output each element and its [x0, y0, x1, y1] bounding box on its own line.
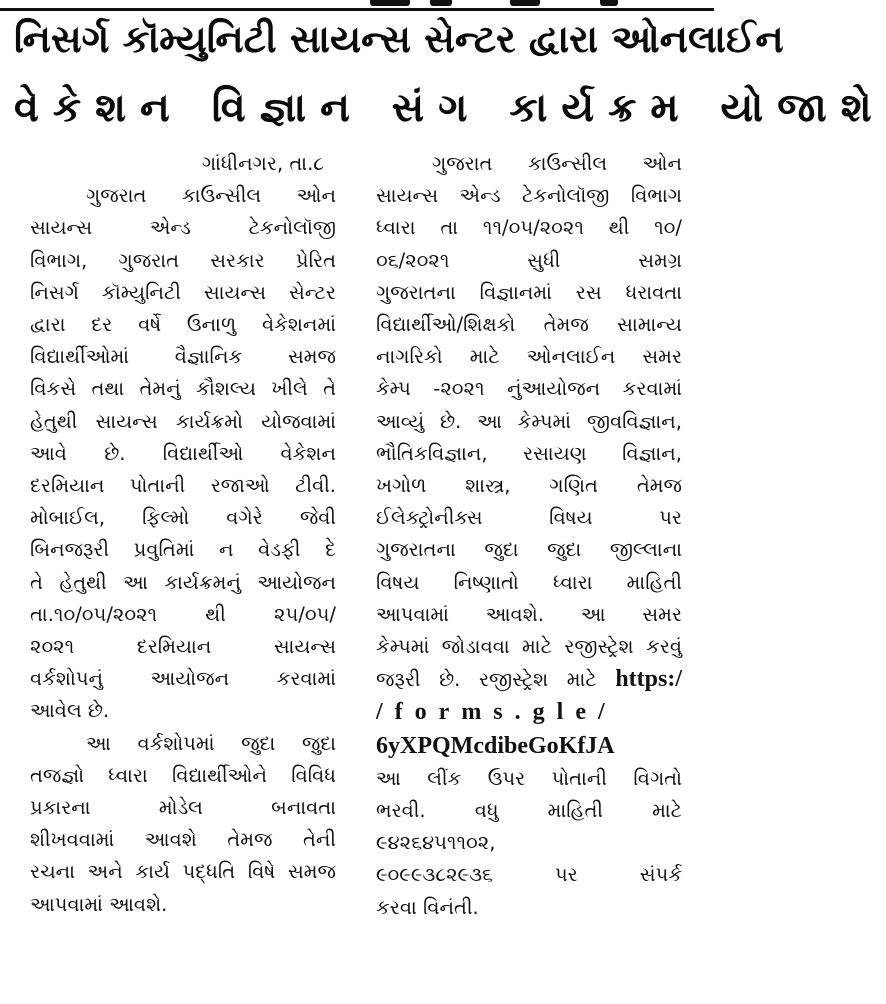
text-line: દરમિયાન પોતાની રજાઓ ટીવી.: [30, 474, 336, 498]
text-line: આવેલ છે.: [30, 699, 110, 723]
text-line: આ લીંક ઉપર પોતાની વિગતો: [376, 766, 682, 790]
text-line: ભૌતિકવિજ્ઞાન, રસાયણ વિજ્ઞાન,: [376, 441, 682, 465]
text-line: વિષય નિષ્ણાતો ધ્વારા માહિતી: [376, 570, 682, 594]
column-gutter: [356, 152, 357, 992]
text-line: સાયન્સ એન્ડ ટેકનોલૉજી: [30, 216, 336, 240]
text-line: ગુજરાતના વિજ્ઞાનમાં રસ ધરાવતા: [376, 280, 682, 304]
registration-text: જરૂરી છે. રજીસ્ટ્રેશ માટે: [376, 668, 616, 692]
text-line: વર્કશોપનું આયોજન કરવામાં: [30, 667, 336, 691]
text-line: નાગરિકો માટે ઓનલાઈન સમર: [376, 345, 682, 369]
dateline: ગાંધીનગર, તા.૮: [201, 152, 324, 175]
text-line: વિભાગ, ગુજરાત સરકાર પ્રેરિત: [30, 248, 336, 272]
contact-paragraph: [376, 763, 682, 924]
text-line: કેમ્પ -૨૦૨૧ નુંઆયોજન કરવામાં: [376, 377, 682, 401]
headline-line-1: નિસર્ગ કૉમ્યુનિટી સાયન્સ સેન્ટર દ્વારા ઓનલાઈન: [14, 17, 784, 61]
text-line: નિસર્ગ કૉમ્યુનિટી સાયન્સ સેન્ટર: [30, 280, 336, 304]
text-line: આવે છે. વિદ્યાર્થીઓ વેકેશન: [30, 441, 336, 465]
text-line: હેતુથી સાયન્સ કાર્યક્રમો યોજવામાં: [30, 409, 336, 433]
text-line: તજજ્ઞો ધ્વારા વિદ્યાર્થીઓને વિવિધ: [30, 763, 336, 787]
registration-link-part-1[interactable]: https:/: [615, 666, 682, 693]
paragraph-1: [30, 180, 336, 727]
registration-link-line-2[interactable]: [376, 696, 682, 729]
article-right-column: [376, 148, 682, 924]
text-line: પ્રકારના મોડેલ બનાવતા: [30, 796, 336, 820]
text-line: આપવામાં આવશે.: [30, 892, 168, 916]
text-line: વિદ્યાર્થીઓ/શિક્ષકો તેમજ સામાન્ય: [376, 313, 682, 337]
text-line: ગુજરાત કાઉન્સીલ ઓન: [432, 152, 682, 175]
text-line: ભરવી. વધુ માહિતી માટે: [376, 799, 682, 823]
top-rule: [0, 8, 714, 11]
registration-link-part-3[interactable]: 6yXPQMcdibeGoKfJA: [376, 732, 615, 759]
text-line: ધ્વારા તા ૧૧/૦૫/૨૦૨૧ થી ૧૦/: [376, 216, 682, 240]
text-line: મોબાઈલ, ફિલ્મો વગેરે જેવી: [30, 506, 336, 530]
text-line: વિદ્યાર્થીઓમાં વૈજ્ઞાનિક સમજ: [30, 345, 336, 369]
text-line: ૦૬/૨૦૨૧ સુધી સમગ્ર: [376, 248, 682, 272]
text-line: વિકસે તથા તેમનું કૌશલ્ય ખીલે તે: [30, 377, 336, 401]
article-left-column: [30, 148, 336, 921]
registration-link-line-3[interactable]: [376, 730, 682, 763]
text-line: તા.૧૦/૦૫/૨૦૨૧ થી ૨૫/૦૫/: [30, 602, 336, 626]
text-line: કેમ્પમાં જોડાવવા માટે રજીસ્ટ્રેશ કરવું: [376, 635, 682, 659]
text-line: તે હેતુથી આ કાર્યક્રમનું આયોજન: [30, 570, 336, 594]
top-clipped-text: [360, 0, 660, 6]
text-line: ૯૦૯૯૩૮૨૯૩૬ પર સંપર્ક: [376, 863, 682, 887]
text-line: ખગોળ શાસ્ત્ર, ગણિત તેમજ: [376, 474, 682, 498]
text-line: આપવામાં આવશે. આ સમર: [376, 602, 682, 626]
text-line: બિનજરૂરી પ્રવુતિમાં ન વેડફી દે: [30, 538, 336, 562]
headline-line-2: વેકેશન વિજ્ઞાન સંગ કાર્યક્રમ યોજાશે: [14, 85, 886, 131]
text-line: શીખવવામાં આવશે તેમજ તેની: [30, 828, 336, 852]
text-line: દ્વારા દર વર્ષે ઉનાળુ વેકેશનમાં: [30, 313, 336, 337]
paragraph-2: [30, 728, 336, 921]
text-line: ગુજરાતના જુદા જુદા જીલ્લાના: [376, 538, 682, 562]
text-line: ગુજરાત કાઉન્સીલ ઓન: [86, 184, 336, 208]
registration-link-part-2[interactable]: /forms.gle/: [376, 699, 617, 726]
registration-line: [376, 663, 682, 696]
right-paragraph: [376, 148, 682, 663]
text-line: આ વર્કશોપમાં જુદા જુદા: [86, 731, 336, 755]
text-line: ૯૪૨૬૪૫૧૧૦૨,: [376, 831, 496, 855]
text-line: ઈલેક્ટ્રોનીક્સ વિષય પર: [376, 506, 682, 530]
text-line: ૨૦૨૧ દરમિયાન સાયન્સ: [30, 635, 336, 659]
text-line: આવ્યું છે. આ કેમ્પમાં જીવવિજ્ઞાન,: [376, 409, 682, 433]
text-line: રચના અને કાર્ય પદ્ધતિ વિષે સમજ: [30, 860, 336, 884]
text-line: કરવા વિનંતી.: [376, 895, 479, 919]
text-line: સાયન્સ એન્ડ ટેકનોલૉજી વિભાગ: [376, 184, 682, 208]
